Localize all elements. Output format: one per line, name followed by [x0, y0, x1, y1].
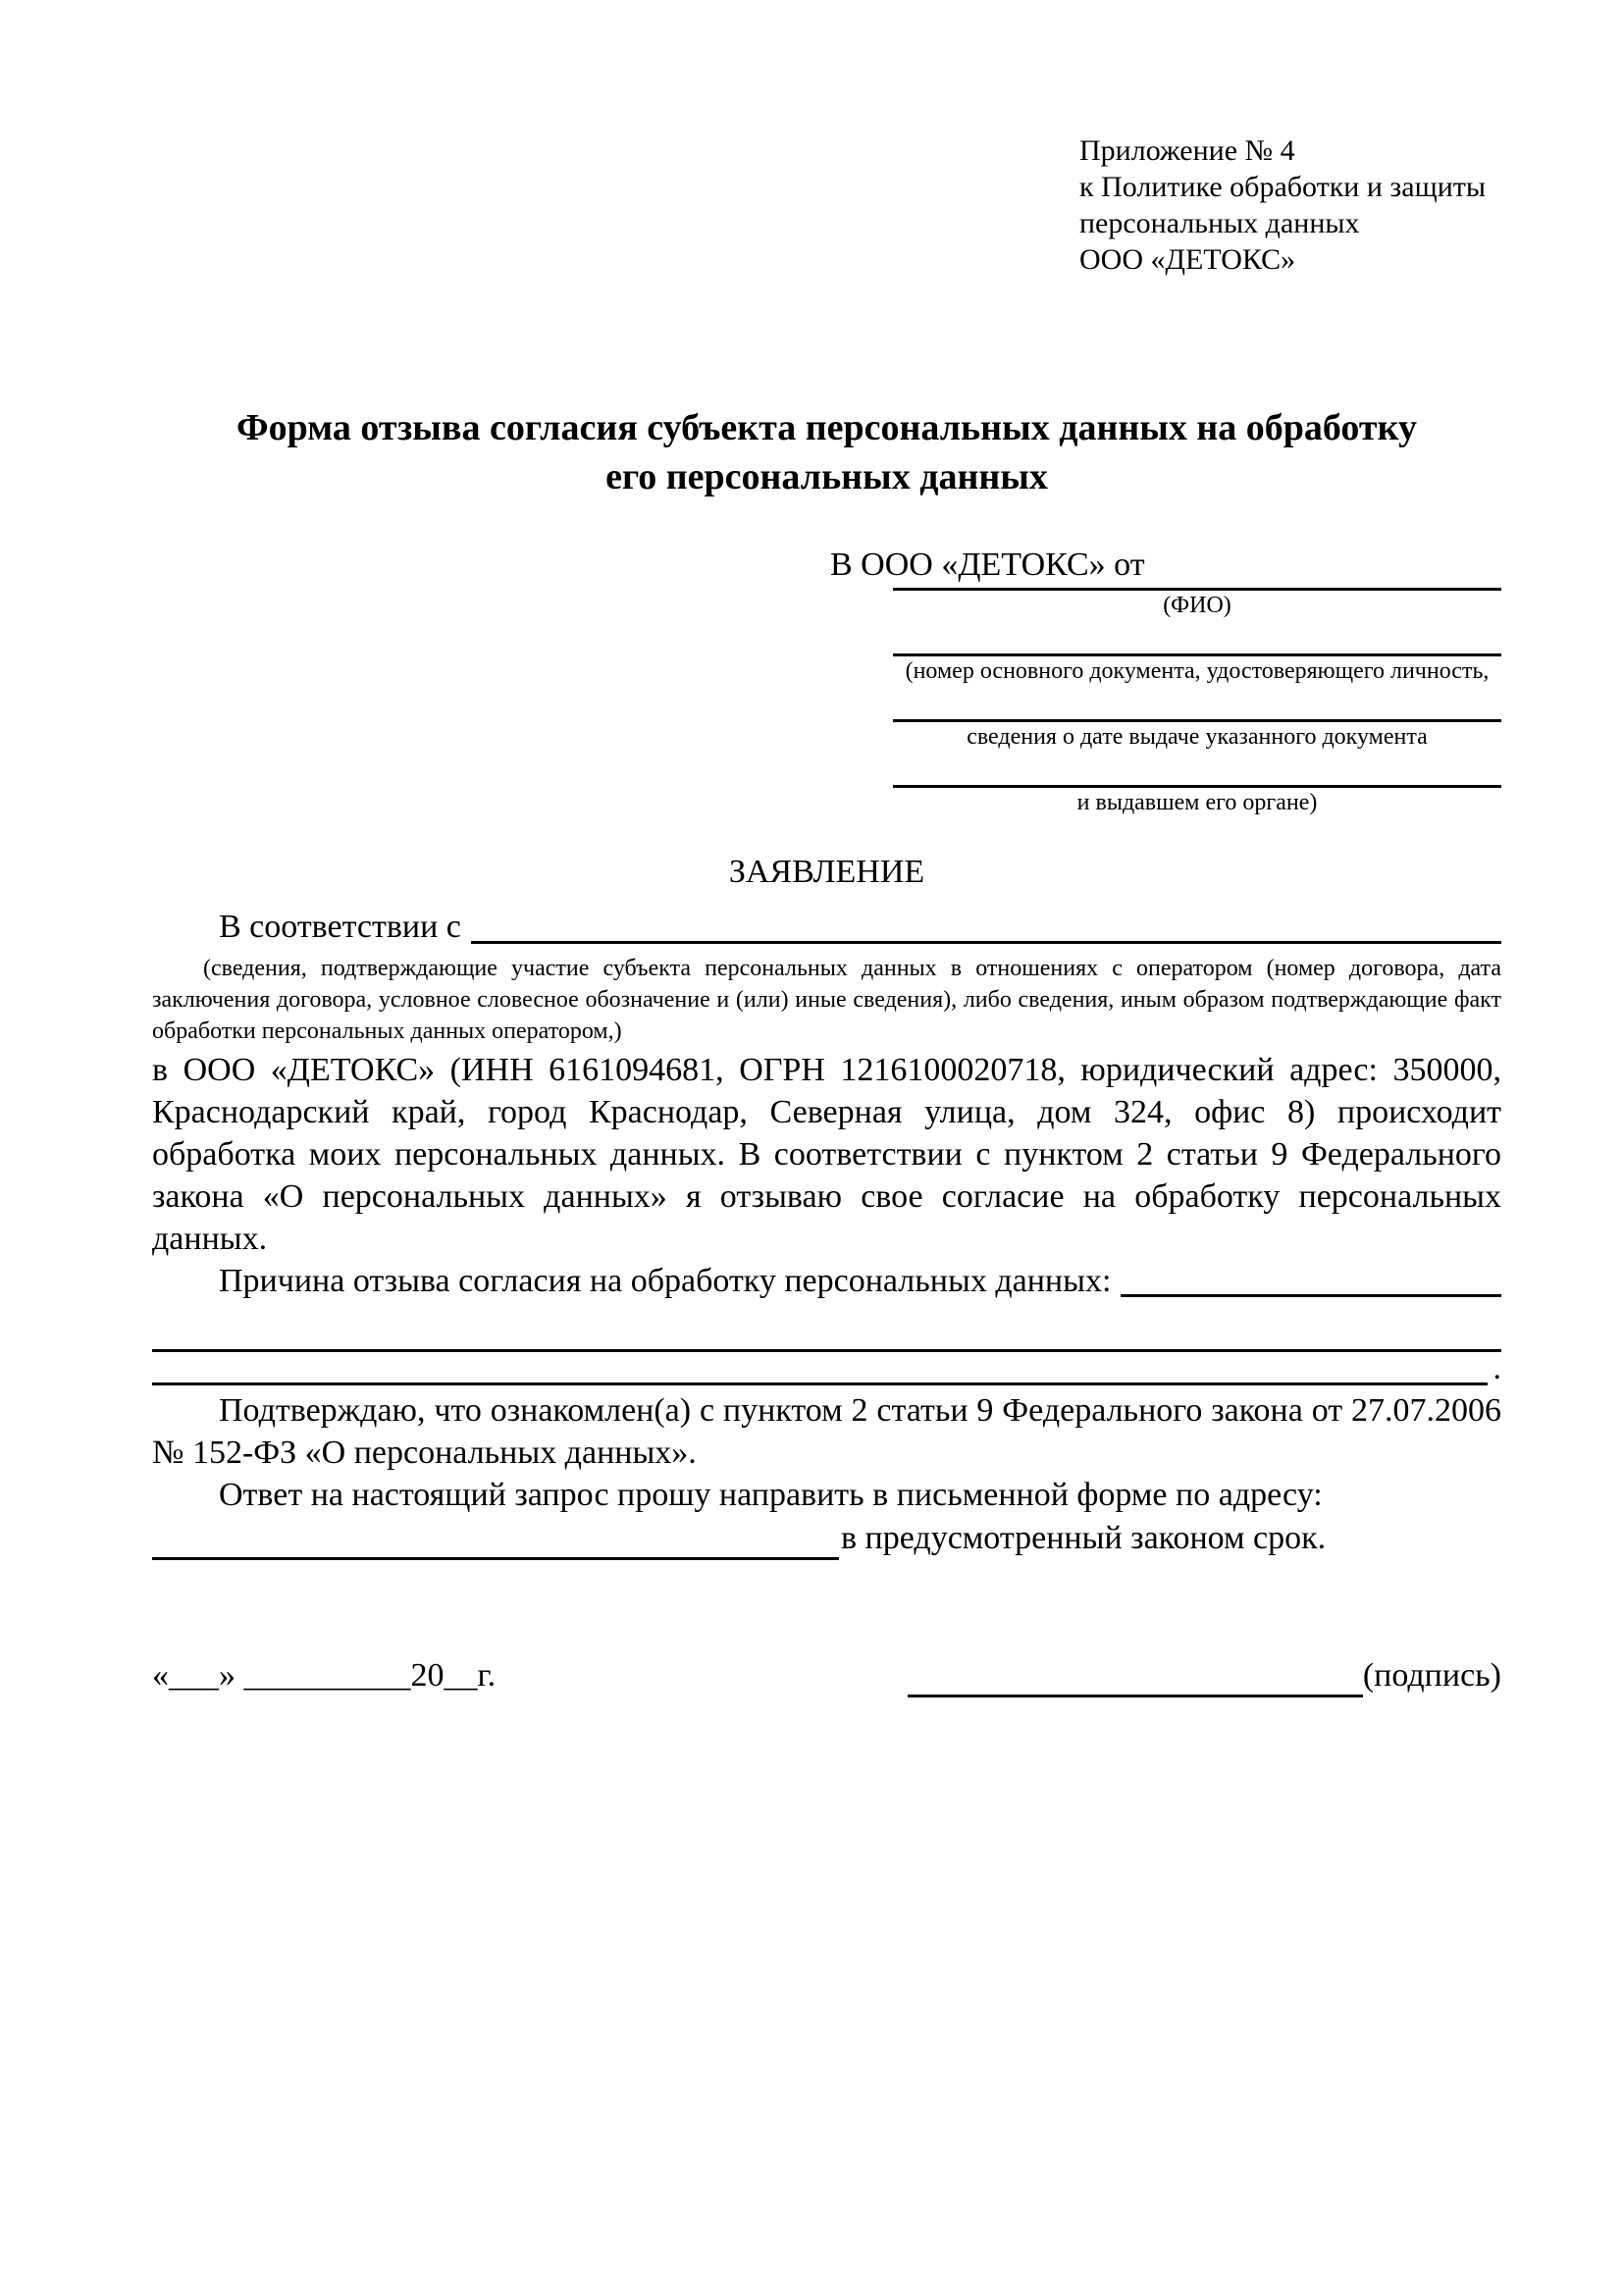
addressee-intro: В ООО «ДЕТОКС» от [830, 547, 1145, 583]
signature-group [908, 1654, 1501, 1697]
statement-body: в ООО «ДЕТОКС» (ИНН 6161094681, ОГРН 1216100020718, юридический адрес: 350000, Краснодарский край, город Краснодар, Северная улица, дом 324, офис 8) происходит обработка моих персональных данных. В соответствии с пунктом 2 статьи 9 Федерального закона «О персональных данных» я отзываю свое согласие на обработку персональных данных. [152, 1052, 1501, 1257]
appendix-line: персональных данных [1079, 207, 1360, 239]
accordance-row [152, 906, 1501, 949]
accordance-prefix: В соответствии с [219, 909, 461, 945]
reason-label: Причина отзыва согласия на обработку персональных данных: [219, 1263, 1112, 1299]
reason-extra-fill-line-2[interactable] [152, 1355, 1488, 1385]
form-title-line: Форма отзыва согласия субъекта персональных данных на обработку [236, 407, 1417, 448]
reason-extra-row-2 [152, 1352, 1501, 1385]
appendix-block [1079, 132, 1501, 278]
issuer-caption: и выдавшем его органе) [1076, 790, 1318, 815]
reason-period: . [1492, 1350, 1501, 1386]
appendix-line: Приложение № 4 [1079, 134, 1295, 167]
reply-address-row [152, 1516, 1501, 1560]
issuer-field [893, 785, 1501, 817]
fio-caption: (ФИО) [1163, 593, 1231, 618]
confirmation-paragraph: Подтверждаю, что ознакомлен(а) с пунктом 2 статьи 9 Федерального закона от 27.07.2006 № 152-ФЗ «О персональных данных». [152, 1392, 1501, 1471]
reply-tail-text: в предусмотренный законом срок. [841, 1520, 1327, 1556]
addressee-block [830, 545, 1501, 817]
fio-field [893, 588, 1501, 620]
doc-number-field [893, 653, 1501, 686]
date-template[interactable]: «___» __________20__г. [152, 1657, 497, 1694]
form-title [152, 403, 1501, 501]
accordance-fill-line[interactable] [471, 941, 1501, 944]
signature-caption: (подпись) [1362, 1657, 1501, 1694]
reply-address-fill-line[interactable] [152, 1521, 839, 1560]
reason-row [152, 1260, 1501, 1302]
issue-date-field [893, 719, 1501, 752]
reply-request-paragraph: Ответ на настоящий запрос прошу направить в письменной форме по адресу: [219, 1477, 1323, 1513]
signature-fill-line[interactable] [908, 1660, 1363, 1697]
signature-row [152, 1654, 1501, 1697]
reason-fill-line[interactable] [1121, 1294, 1501, 1297]
footnote-text: (сведения, подтверждающие участие субъекта персональных данных в отношениях с оператором (номер договора, дата заключения договора, условное словесное обозначение и (или) иные сведения), либо сведения, иным образом подтверждающие факт обработки персональных данных оператором,) [152, 956, 1501, 1044]
issue-date-caption: сведения о дате выдаче указанного документа [967, 724, 1428, 750]
doc-number-caption: (номер основного документа, удостоверяющего личность, [905, 658, 1490, 684]
form-title-line: его персональных данных [605, 456, 1048, 497]
statement-heading: ЗАЯВЛЕНИЕ [728, 854, 925, 890]
appendix-line: ООО «ДЕТОКС» [1079, 243, 1296, 276]
appendix-line: к Политике обработки и защиты [1079, 171, 1487, 203]
